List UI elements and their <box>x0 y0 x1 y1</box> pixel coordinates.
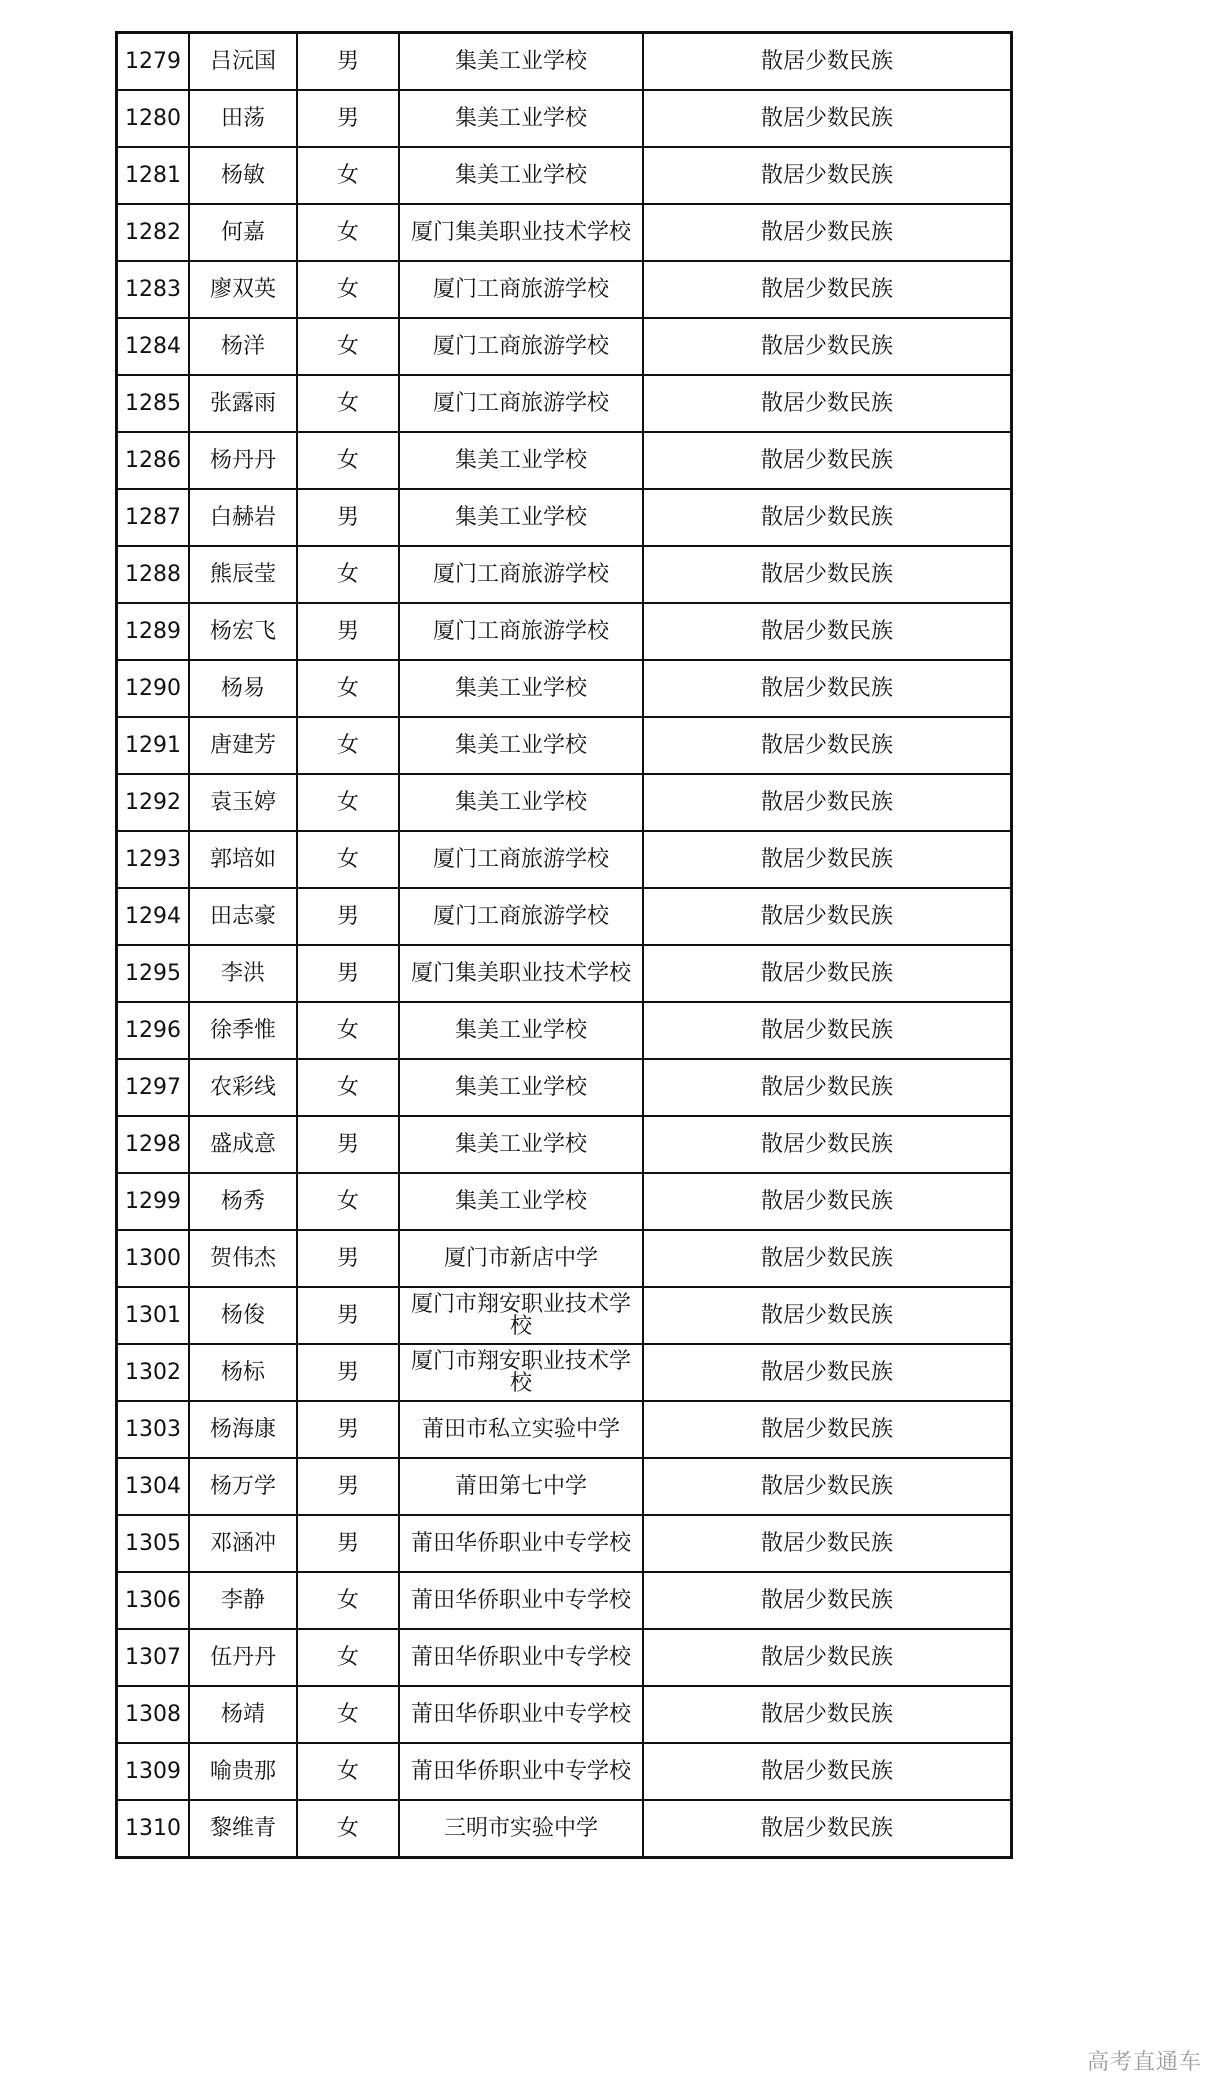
student-name-cell: 盛成意 <box>189 1116 297 1173</box>
row-number-cell: 1309 <box>117 1743 190 1800</box>
category-cell: 散居少数民族 <box>643 90 1012 147</box>
table-row <box>117 1173 1012 1230</box>
row-number-cell: 1286 <box>117 432 190 489</box>
category-cell: 散居少数民族 <box>643 888 1012 945</box>
category-cell: 散居少数民族 <box>643 945 1012 1002</box>
category-cell: 散居少数民族 <box>643 660 1012 717</box>
gender-cell: 女 <box>297 1629 399 1686</box>
row-number-cell: 1292 <box>117 774 190 831</box>
row-number-cell: 1303 <box>117 1401 190 1458</box>
row-number-cell: 1307 <box>117 1629 190 1686</box>
student-name-cell: 唐建芳 <box>189 717 297 774</box>
school-cell: 集美工业学校 <box>399 489 643 546</box>
category-cell: 散居少数民族 <box>643 1059 1012 1116</box>
gender-cell: 女 <box>297 1800 399 1858</box>
school-cell: 厦门工商旅游学校 <box>399 318 643 375</box>
gender-cell: 女 <box>297 546 399 603</box>
category-cell: 散居少数民族 <box>643 1743 1012 1800</box>
school-cell: 集美工业学校 <box>399 33 643 91</box>
row-number-cell: 1299 <box>117 1173 190 1230</box>
school-cell: 厦门市翔安职业技术学校 <box>399 1287 643 1344</box>
gender-cell: 男 <box>297 1287 399 1344</box>
student-name-cell: 田荡 <box>189 90 297 147</box>
student-name-cell: 袁玉婷 <box>189 774 297 831</box>
gender-cell: 男 <box>297 888 399 945</box>
table-row <box>117 90 1012 147</box>
student-name-cell: 熊辰莹 <box>189 546 297 603</box>
category-cell: 散居少数民族 <box>643 318 1012 375</box>
row-number-cell: 1300 <box>117 1230 190 1287</box>
category-cell: 散居少数民族 <box>643 1515 1012 1572</box>
student-name-cell: 喻贵那 <box>189 1743 297 1800</box>
gender-cell: 女 <box>297 318 399 375</box>
table-row <box>117 318 1012 375</box>
gender-cell: 男 <box>297 1401 399 1458</box>
school-cell: 集美工业学校 <box>399 90 643 147</box>
school-cell: 集美工业学校 <box>399 660 643 717</box>
school-cell: 厦门工商旅游学校 <box>399 546 643 603</box>
category-cell: 散居少数民族 <box>643 1002 1012 1059</box>
row-number-cell: 1288 <box>117 546 190 603</box>
school-cell: 厦门市新店中学 <box>399 1230 643 1287</box>
student-name-cell: 贺伟杰 <box>189 1230 297 1287</box>
row-number-cell: 1296 <box>117 1002 190 1059</box>
student-name-cell: 廖双英 <box>189 261 297 318</box>
row-number-cell: 1282 <box>117 204 190 261</box>
student-name-cell: 邓涵冲 <box>189 1515 297 1572</box>
gender-cell: 女 <box>297 261 399 318</box>
table-row <box>117 1515 1012 1572</box>
gender-cell: 女 <box>297 1686 399 1743</box>
row-number-cell: 1305 <box>117 1515 190 1572</box>
row-number-cell: 1297 <box>117 1059 190 1116</box>
school-cell: 莆田华侨职业中专学校 <box>399 1515 643 1572</box>
row-number-cell: 1298 <box>117 1116 190 1173</box>
table-row <box>117 204 1012 261</box>
student-name-cell: 黎维青 <box>189 1800 297 1858</box>
table-row <box>117 1572 1012 1629</box>
student-name-cell: 李洪 <box>189 945 297 1002</box>
row-number-cell: 1294 <box>117 888 190 945</box>
category-cell: 散居少数民族 <box>643 774 1012 831</box>
table-row <box>117 489 1012 546</box>
table-row <box>117 261 1012 318</box>
student-name-cell: 杨丹丹 <box>189 432 297 489</box>
row-number-cell: 1304 <box>117 1458 190 1515</box>
student-name-cell: 杨海康 <box>189 1401 297 1458</box>
category-cell: 散居少数民族 <box>643 717 1012 774</box>
school-cell: 集美工业学校 <box>399 432 643 489</box>
school-cell: 厦门市翔安职业技术学校 <box>399 1344 643 1401</box>
row-number-cell: 1285 <box>117 375 190 432</box>
student-name-cell: 杨宏飞 <box>189 603 297 660</box>
category-cell: 散居少数民族 <box>643 831 1012 888</box>
school-cell: 三明市实验中学 <box>399 1800 643 1858</box>
watermark: 高考直通车 <box>1086 2050 1202 2075</box>
student-name-cell: 吕沅国 <box>189 33 297 91</box>
row-number-cell: 1306 <box>117 1572 190 1629</box>
table-row <box>117 774 1012 831</box>
table-row <box>117 1344 1012 1401</box>
table-row <box>117 831 1012 888</box>
category-cell: 散居少数民族 <box>643 603 1012 660</box>
row-number-cell: 1290 <box>117 660 190 717</box>
school-cell: 集美工业学校 <box>399 717 643 774</box>
row-number-cell: 1308 <box>117 1686 190 1743</box>
student-name-cell: 杨洋 <box>189 318 297 375</box>
student-name-cell: 何嘉 <box>189 204 297 261</box>
school-cell: 集美工业学校 <box>399 1116 643 1173</box>
gender-cell: 男 <box>297 1230 399 1287</box>
school-cell: 厦门集美职业技术学校 <box>399 945 643 1002</box>
category-cell: 散居少数民族 <box>643 1686 1012 1743</box>
school-cell: 集美工业学校 <box>399 1173 643 1230</box>
gender-cell: 女 <box>297 717 399 774</box>
row-number-cell: 1301 <box>117 1287 190 1344</box>
table-row <box>117 717 1012 774</box>
table-row <box>117 945 1012 1002</box>
row-number-cell: 1281 <box>117 147 190 204</box>
table-row <box>117 33 1012 91</box>
student-name-cell: 杨标 <box>189 1344 297 1401</box>
school-cell: 厦门工商旅游学校 <box>399 603 643 660</box>
school-cell: 莆田第七中学 <box>399 1458 643 1515</box>
row-number-cell: 1284 <box>117 318 190 375</box>
gender-cell: 男 <box>297 33 399 91</box>
row-number-cell: 1287 <box>117 489 190 546</box>
student-name-cell: 郭培如 <box>189 831 297 888</box>
school-cell: 莆田华侨职业中专学校 <box>399 1686 643 1743</box>
school-cell: 莆田华侨职业中专学校 <box>399 1629 643 1686</box>
student-list-table-container <box>115 31 1013 1859</box>
table-row <box>117 546 1012 603</box>
table-row <box>117 660 1012 717</box>
table-row <box>117 1629 1012 1686</box>
category-cell: 散居少数民族 <box>643 432 1012 489</box>
gender-cell: 女 <box>297 774 399 831</box>
category-cell: 散居少数民族 <box>643 375 1012 432</box>
school-cell: 厦门工商旅游学校 <box>399 831 643 888</box>
row-number-cell: 1279 <box>117 33 190 91</box>
category-cell: 散居少数民族 <box>643 1287 1012 1344</box>
gender-cell: 女 <box>297 831 399 888</box>
school-cell: 厦门工商旅游学校 <box>399 261 643 318</box>
row-number-cell: 1302 <box>117 1344 190 1401</box>
gender-cell: 女 <box>297 147 399 204</box>
school-cell: 集美工业学校 <box>399 147 643 204</box>
student-name-cell: 杨秀 <box>189 1173 297 1230</box>
gender-cell: 男 <box>297 603 399 660</box>
category-cell: 散居少数民族 <box>643 1230 1012 1287</box>
school-cell: 厦门工商旅游学校 <box>399 375 643 432</box>
table-row <box>117 1458 1012 1515</box>
table-row <box>117 1800 1012 1858</box>
category-cell: 散居少数民族 <box>643 33 1012 91</box>
category-cell: 散居少数民族 <box>643 147 1012 204</box>
gender-cell: 女 <box>297 432 399 489</box>
gender-cell: 女 <box>297 1173 399 1230</box>
row-number-cell: 1295 <box>117 945 190 1002</box>
school-cell: 厦门集美职业技术学校 <box>399 204 643 261</box>
school-cell: 莆田市私立实验中学 <box>399 1401 643 1458</box>
category-cell: 散居少数民族 <box>643 546 1012 603</box>
category-cell: 散居少数民族 <box>643 1173 1012 1230</box>
student-name-cell: 杨易 <box>189 660 297 717</box>
table-row <box>117 1287 1012 1344</box>
gender-cell: 女 <box>297 375 399 432</box>
category-cell: 散居少数民族 <box>643 1458 1012 1515</box>
student-name-cell: 李静 <box>189 1572 297 1629</box>
table-row <box>117 1401 1012 1458</box>
student-name-cell: 田志豪 <box>189 888 297 945</box>
school-cell: 厦门工商旅游学校 <box>399 888 643 945</box>
student-list-table <box>115 31 1013 1859</box>
category-cell: 散居少数民族 <box>643 1629 1012 1686</box>
category-cell: 散居少数民族 <box>643 1116 1012 1173</box>
gender-cell: 男 <box>297 1116 399 1173</box>
gender-cell: 女 <box>297 1572 399 1629</box>
student-name-cell: 杨敏 <box>189 147 297 204</box>
table-row <box>117 1230 1012 1287</box>
student-name-cell: 伍丹丹 <box>189 1629 297 1686</box>
row-number-cell: 1291 <box>117 717 190 774</box>
gender-cell: 男 <box>297 945 399 1002</box>
student-name-cell: 白赫岩 <box>189 489 297 546</box>
school-cell: 莆田华侨职业中专学校 <box>399 1743 643 1800</box>
student-name-cell: 徐季惟 <box>189 1002 297 1059</box>
table-row <box>117 375 1012 432</box>
row-number-cell: 1293 <box>117 831 190 888</box>
student-name-cell: 张露雨 <box>189 375 297 432</box>
gender-cell: 男 <box>297 489 399 546</box>
table-row <box>117 1743 1012 1800</box>
category-cell: 散居少数民族 <box>643 489 1012 546</box>
row-number-cell: 1280 <box>117 90 190 147</box>
school-cell: 集美工业学校 <box>399 774 643 831</box>
row-number-cell: 1289 <box>117 603 190 660</box>
gender-cell: 女 <box>297 204 399 261</box>
gender-cell: 女 <box>297 1002 399 1059</box>
student-name-cell: 杨俊 <box>189 1287 297 1344</box>
table-row <box>117 432 1012 489</box>
school-cell: 集美工业学校 <box>399 1002 643 1059</box>
gender-cell: 男 <box>297 1344 399 1401</box>
row-number-cell: 1283 <box>117 261 190 318</box>
student-name-cell: 农彩线 <box>189 1059 297 1116</box>
student-name-cell: 杨靖 <box>189 1686 297 1743</box>
table-row <box>117 603 1012 660</box>
gender-cell: 男 <box>297 1515 399 1572</box>
gender-cell: 男 <box>297 1458 399 1515</box>
gender-cell: 男 <box>297 90 399 147</box>
category-cell: 散居少数民族 <box>643 204 1012 261</box>
table-row <box>117 1686 1012 1743</box>
student-name-cell: 杨万学 <box>189 1458 297 1515</box>
category-cell: 散居少数民族 <box>643 1572 1012 1629</box>
category-cell: 散居少数民族 <box>643 1800 1012 1858</box>
table-row <box>117 147 1012 204</box>
table-row <box>117 888 1012 945</box>
gender-cell: 女 <box>297 1059 399 1116</box>
table-row <box>117 1059 1012 1116</box>
table-body <box>117 33 1012 1858</box>
gender-cell: 女 <box>297 1743 399 1800</box>
gender-cell: 女 <box>297 660 399 717</box>
school-cell: 莆田华侨职业中专学校 <box>399 1572 643 1629</box>
table-row <box>117 1002 1012 1059</box>
table-row <box>117 1116 1012 1173</box>
category-cell: 散居少数民族 <box>643 1401 1012 1458</box>
row-number-cell: 1310 <box>117 1800 190 1858</box>
category-cell: 散居少数民族 <box>643 261 1012 318</box>
school-cell: 集美工业学校 <box>399 1059 643 1116</box>
category-cell: 散居少数民族 <box>643 1344 1012 1401</box>
